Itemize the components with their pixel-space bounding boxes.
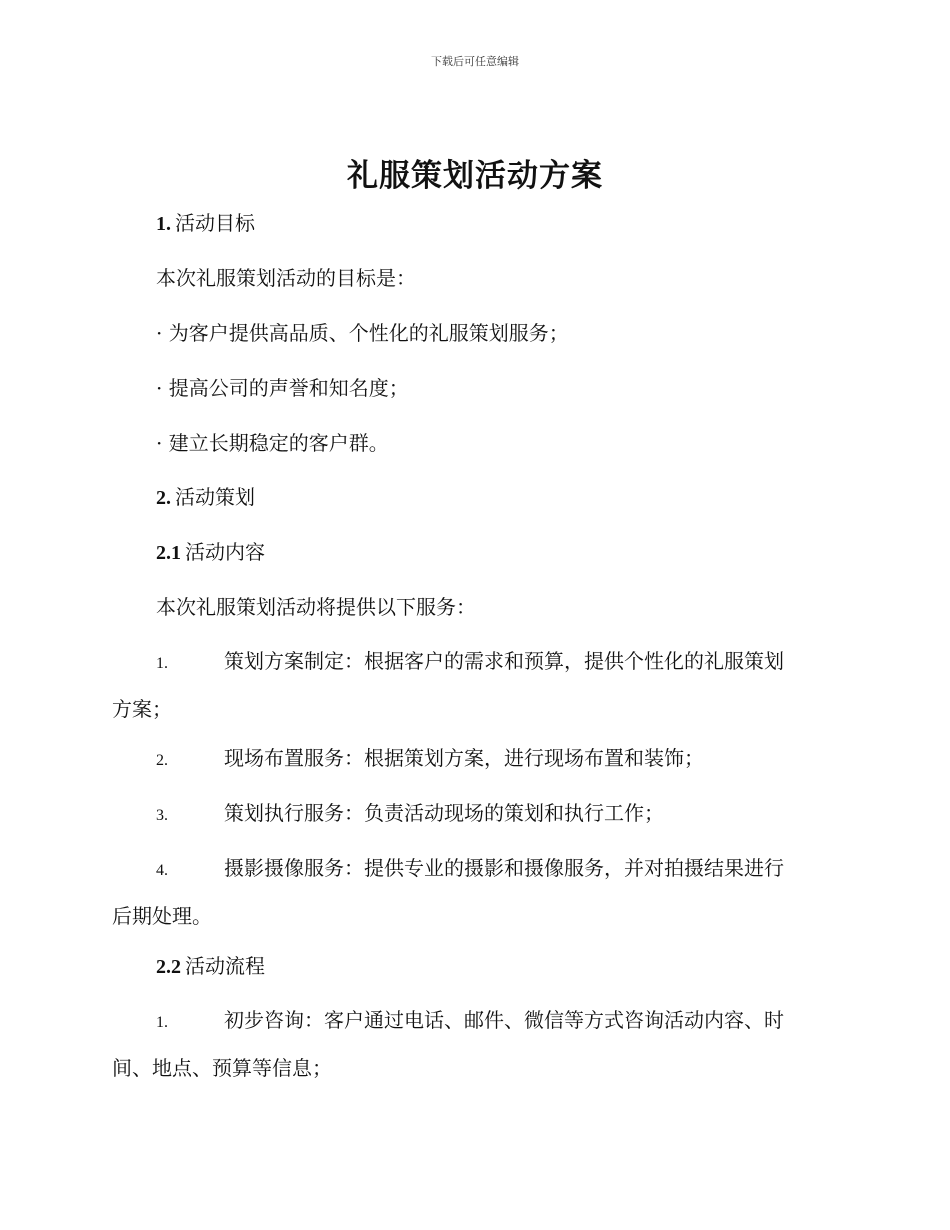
bullet-item: · 建立长期稳定的客户群。 xyxy=(156,431,389,455)
item-number: 2. xyxy=(156,752,168,769)
item-text: 策划执行服务：负责活动现场的策划和执行工作； xyxy=(224,801,664,825)
item-text: 策划方案制定：根据客户的需求和预算，提供个性化的礼服策划 xyxy=(224,649,784,673)
item-text-continued: 间、地点、预算等信息； xyxy=(112,1056,332,1080)
section-2-1-intro: 本次礼服策划活动将提供以下服务： xyxy=(156,595,476,619)
item-number: 1. xyxy=(156,1014,168,1031)
document-title: 礼服策划活动方案 xyxy=(347,158,603,194)
bullet-item: · 为客户提供高品质、个性化的礼服策划服务； xyxy=(156,321,569,345)
item-text: 初步咨询：客户通过电话、邮件、微信等方式咨询活动内容、时 xyxy=(224,1008,784,1032)
bullet-item: · 提高公司的声誉和知名度； xyxy=(156,376,409,400)
item-number: 4. xyxy=(156,862,168,879)
numbered-item xyxy=(112,852,836,929)
item-number: 3. xyxy=(156,807,168,824)
section-2-1-heading xyxy=(156,536,265,565)
section-2-number: 2. xyxy=(156,487,171,509)
section-2-2-heading xyxy=(156,950,265,979)
section-1-number: 1. xyxy=(156,213,171,235)
section-2-2-title: 活动流程 xyxy=(185,954,265,978)
section-2-title: 活动策划 xyxy=(175,485,255,509)
item-text-continued: 方案； xyxy=(112,697,172,721)
section-1-intro: 本次礼服策划活动的目标是： xyxy=(156,266,416,290)
section-2-1-number: 2.1 xyxy=(156,542,181,564)
numbered-item xyxy=(156,742,836,771)
section-2-heading xyxy=(156,481,255,510)
page-header: 下载后可任意编辑 xyxy=(431,55,519,68)
section-1-heading xyxy=(156,207,255,236)
section-1-title: 活动目标 xyxy=(175,211,255,235)
numbered-item xyxy=(112,1004,836,1081)
section-2-2-number: 2.2 xyxy=(156,956,181,978)
numbered-item xyxy=(156,797,836,826)
item-number: 1. xyxy=(156,655,168,672)
item-text: 现场布置服务：根据策划方案，进行现场布置和装饰； xyxy=(224,746,704,770)
item-text: 摄影摄像服务：提供专业的摄影和摄像服务，并对拍摄结果进行 xyxy=(224,856,784,880)
item-text-continued: 后期处理。 xyxy=(112,904,212,928)
section-2-1-title: 活动内容 xyxy=(185,540,265,564)
numbered-item xyxy=(112,645,836,722)
